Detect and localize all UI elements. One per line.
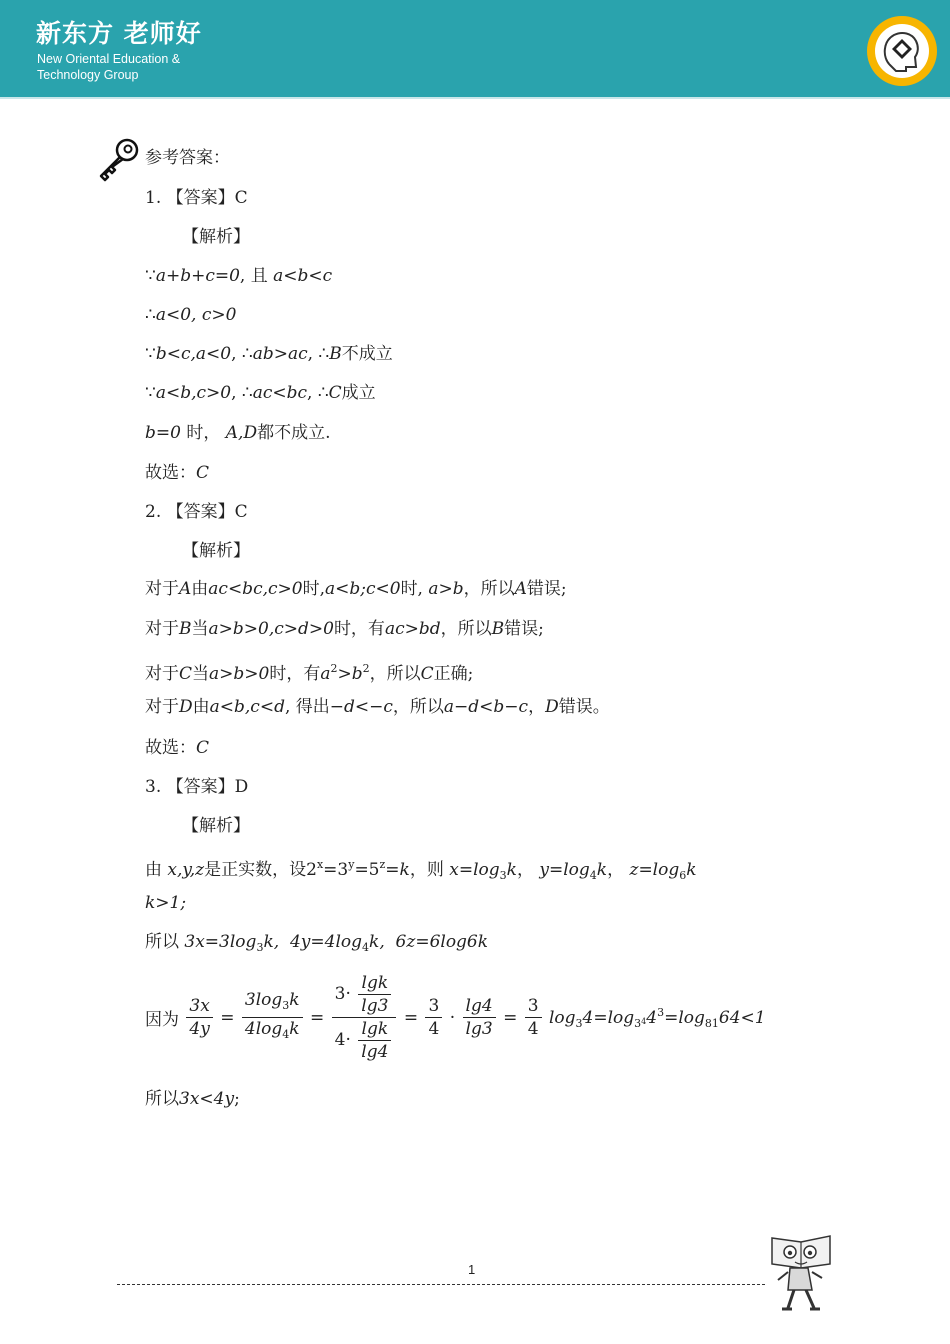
q3-analysis-label: 【解析】 (182, 816, 250, 836)
fraction-3x-4y: $\frac{3x}{4y}$ (186, 995, 212, 1040)
q3-conclusion: 所以3x<4y; (145, 1089, 240, 1109)
brand-logo-icon (866, 15, 938, 87)
q1-choice: 故选：C (145, 463, 210, 483)
brand-name-en (37, 51, 227, 83)
fraction-compound: 3· $\frac{\lg k}{\lg 3}$ 4· $\frac{\lg k}{\lg 4}$ (332, 972, 397, 1063)
fraction-lg4-lg3: $\frac{\lg 4}{\lg 3}$ (463, 995, 496, 1040)
q2-line1: 对于A由ac<bc,c>0时,a<b;c<0时, a>b，所以A错误; (145, 579, 567, 599)
page-number: 1 (468, 1262, 476, 1277)
brand-name-en-line2: Technology Group (37, 68, 139, 82)
q1-line3: ∵b<c,a<0, ∴ab>ac, ∴B不成立 (145, 344, 393, 364)
section-title: 参考答案： (145, 148, 230, 168)
fraction-log-ratio: $\frac{3\log_3k}{4\log_4k}$ (242, 989, 303, 1046)
q1-analysis-label: 【解析】 (182, 227, 250, 247)
q2-answer: 2. 【答案】C (145, 502, 248, 522)
fraction-3-4-second: $\frac{3}{4}$ (525, 995, 542, 1040)
q3-line2: k>1; (145, 893, 187, 913)
q1-line1: ∵a+b+c=0, 且 a<b<c (145, 266, 333, 286)
q3-formula: 因为 $\frac{3x}{4y}$ = $\frac{3\log_3k}{4\log_4k}$ = 3· $\frac{\lg k}{\lg 3}$ 4· $\frac{\lg k}{\lg 4}$ = $\frac{3}{4}$ · $\frac{\lg 4}{\lg 3}$ = $\frac{3}{4}$ $\log_34=\log_344^3=\log_{81}64<1$ (145, 973, 766, 1062)
key-icon (95, 136, 143, 184)
q1-line5: b=0 时， A,D都不成立. (145, 423, 331, 443)
q2-line3: 对于C当a>b>0时，有$a^2>b^2$，所以C正确; (145, 662, 474, 684)
q3-line1: 由 x,y,z是正实数，设$2^x=3^y=5^z=k$，则 $x=\log_3k$， $y=\log_4k$， $z=\log_6k$ (145, 858, 697, 882)
q3-line3: 所以 $3x=3\log_3k$, $4y=4\log_4k$, 6z=6log6k (145, 932, 489, 954)
q3-answer: 3. 【答案】D (145, 777, 249, 797)
mascot-reading-icon (768, 1232, 834, 1314)
brand-name-en-line1: New Oriental Education & (37, 52, 181, 66)
brand-name-cn: 新东方 老师好 (36, 19, 202, 48)
q2-line4: 对于D由a<b,c<d, 得出−d<−c，所以a−d<b−c，D错误。 (145, 697, 610, 717)
q2-choice: 故选：C (145, 738, 210, 758)
q1-line2: ∴a<0, c>0 (145, 305, 237, 325)
q1-line4: ∵a<b,c>0, ∴ac<bc, ∴C成立 (145, 383, 376, 403)
fraction-3-4: $\frac{3}{4}$ (425, 995, 442, 1040)
q2-analysis-label: 【解析】 (182, 541, 250, 561)
header-banner (0, 0, 950, 99)
q2-line2: 对于B当a>b>0,c>d>0时，有ac>bd，所以B错误; (145, 619, 544, 639)
q1-answer: 1. 【答案】C (145, 188, 248, 208)
footer-divider (117, 1284, 765, 1285)
